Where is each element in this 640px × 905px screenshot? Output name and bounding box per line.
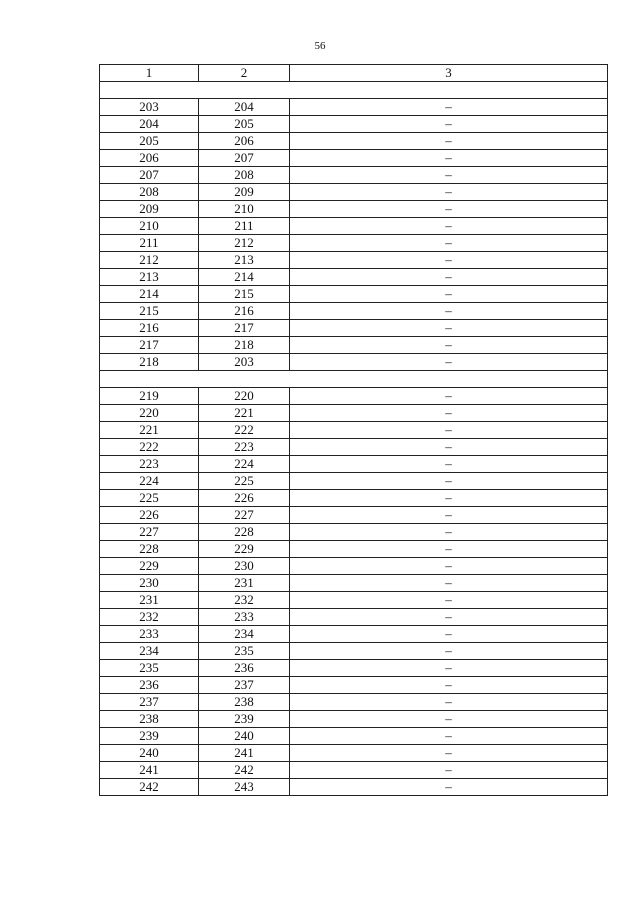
table-cell: 214 [199,269,290,286]
table-cell: 215 [100,303,199,320]
table-cell: 217 [100,337,199,354]
table-row [100,609,608,626]
table-row [100,728,608,745]
table-cell: 227 [100,524,199,541]
table-cell: 212 [199,235,290,252]
table-row [100,218,608,235]
table-cell: 222 [199,422,290,439]
section-separator-row [100,82,608,99]
table-cell: 241 [199,745,290,762]
table-cell: 209 [199,184,290,201]
table-cell: – [290,133,608,150]
table-row [100,184,608,201]
table-cell: 228 [100,541,199,558]
table-cell: – [290,439,608,456]
table-cell: 224 [100,473,199,490]
table-row [100,116,608,133]
page-number: 56 [314,40,326,52]
table-cell: 223 [100,456,199,473]
table-cell: – [290,405,608,422]
table-cell: – [290,762,608,779]
table-row [100,490,608,507]
table-cell: – [290,677,608,694]
table-cell: 229 [199,541,290,558]
table-cell: 209 [100,201,199,218]
table-cell: 219 [100,388,199,405]
table-cell: 220 [199,388,290,405]
table-cell: 207 [199,150,290,167]
table-cell: 241 [100,762,199,779]
table-cell: 203 [100,99,199,116]
table-cell: – [290,235,608,252]
table-cell: 213 [199,252,290,269]
table-cell: 211 [100,235,199,252]
table-cell: 206 [199,133,290,150]
table-cell: – [290,575,608,592]
table-cell: 239 [100,728,199,745]
table-cell: 223 [199,439,290,456]
table-cell: 210 [100,218,199,235]
table-row [100,660,608,677]
table-cell: 232 [199,592,290,609]
table-cell: 216 [199,303,290,320]
table-cell: – [290,490,608,507]
table-cell: – [290,507,608,524]
table-row [100,286,608,303]
table-cell: – [290,422,608,439]
table-cell: – [290,252,608,269]
section-separator-cell [100,371,608,388]
table-row [100,235,608,252]
table-cell: 218 [100,354,199,371]
table-cell: 215 [199,286,290,303]
table-row [100,711,608,728]
table-cell: 227 [199,507,290,524]
table-cell: – [290,456,608,473]
table-row [100,201,608,218]
table-row [100,269,608,286]
table-row [100,745,608,762]
table-row [100,150,608,167]
column-header: 2 [199,65,290,82]
table-cell: – [290,150,608,167]
table-row [100,337,608,354]
table-cell: – [290,184,608,201]
table-row [100,252,608,269]
table-cell: – [290,592,608,609]
table-cell: 228 [199,524,290,541]
table-cell: 211 [199,218,290,235]
table-cell: – [290,99,608,116]
table-row [100,456,608,473]
table-cell: – [290,745,608,762]
table-row [100,422,608,439]
table-cell: 232 [100,609,199,626]
table-cell: – [290,626,608,643]
table-cell: – [290,167,608,184]
table-cell: 231 [199,575,290,592]
table-cell: 224 [199,456,290,473]
table-cell: 225 [199,473,290,490]
table-cell: 238 [100,711,199,728]
table-row [100,541,608,558]
table-cell: 204 [199,99,290,116]
table-cell: – [290,286,608,303]
table-cell: 205 [100,133,199,150]
table-cell: – [290,116,608,133]
table-cell: – [290,524,608,541]
table-cell: 233 [100,626,199,643]
table-cell: – [290,201,608,218]
table-cell: 235 [100,660,199,677]
table-cell: – [290,473,608,490]
table-row [100,320,608,337]
table-cell: 230 [100,575,199,592]
table-cell: 214 [100,286,199,303]
table-header-row [100,65,608,82]
table-cell: 222 [100,439,199,456]
table-cell: 210 [199,201,290,218]
table-cell: 208 [100,184,199,201]
table-cell: 233 [199,609,290,626]
table-row [100,762,608,779]
table-cell: 236 [199,660,290,677]
table-cell: – [290,320,608,337]
table-cell: 208 [199,167,290,184]
table-cell: 234 [199,626,290,643]
data-table [99,64,608,796]
table-row [100,167,608,184]
table-cell: 217 [199,320,290,337]
table-cell: 240 [199,728,290,745]
table-row [100,354,608,371]
table-cell: – [290,694,608,711]
section-separator-cell [100,82,608,99]
table-row [100,439,608,456]
table-cell: – [290,660,608,677]
table-cell: 229 [100,558,199,575]
table-cell: 239 [199,711,290,728]
table-cell: 220 [100,405,199,422]
table-cell: 237 [199,677,290,694]
table-row [100,626,608,643]
table-cell: 221 [100,422,199,439]
table-cell: 235 [199,643,290,660]
table-row [100,694,608,711]
table-cell: 225 [100,490,199,507]
table-cell: 221 [199,405,290,422]
table-row [100,507,608,524]
table-cell: 226 [100,507,199,524]
table-row [100,575,608,592]
table-row [100,643,608,660]
table-cell: 238 [199,694,290,711]
table-cell: – [290,541,608,558]
table-cell: 226 [199,490,290,507]
table-cell: 230 [199,558,290,575]
table-cell: – [290,337,608,354]
table-cell: – [290,354,608,371]
table-cell: 236 [100,677,199,694]
table-cell: 212 [100,252,199,269]
table-cell: 213 [100,269,199,286]
table-row [100,677,608,694]
table-cell: – [290,388,608,405]
section-separator-row [100,371,608,388]
table-cell: – [290,643,608,660]
table-cell: 240 [100,745,199,762]
table-cell: – [290,303,608,320]
column-header: 1 [100,65,199,82]
table-row [100,592,608,609]
column-header: 3 [290,65,608,82]
table-cell: 243 [199,779,290,796]
table-row [100,99,608,116]
table-cell: 231 [100,592,199,609]
table-cell: 207 [100,167,199,184]
table-cell: 204 [100,116,199,133]
table-cell: – [290,558,608,575]
table-cell: 237 [100,694,199,711]
table-row [100,524,608,541]
table-cell: 203 [199,354,290,371]
table-cell: – [290,728,608,745]
table-row [100,779,608,796]
table-cell: 242 [100,779,199,796]
table-cell: – [290,609,608,626]
table-body [100,65,608,796]
table-cell: – [290,269,608,286]
table-cell: – [290,779,608,796]
table-row [100,133,608,150]
table-row [100,405,608,422]
table-row [100,558,608,575]
table-cell: 218 [199,337,290,354]
table-cell: 216 [100,320,199,337]
table-row [100,473,608,490]
table-cell: – [290,218,608,235]
table-row [100,388,608,405]
table-cell: – [290,711,608,728]
table-cell: 242 [199,762,290,779]
table-cell: 234 [100,643,199,660]
table-row [100,303,608,320]
table-cell: 205 [199,116,290,133]
table-cell: 206 [100,150,199,167]
